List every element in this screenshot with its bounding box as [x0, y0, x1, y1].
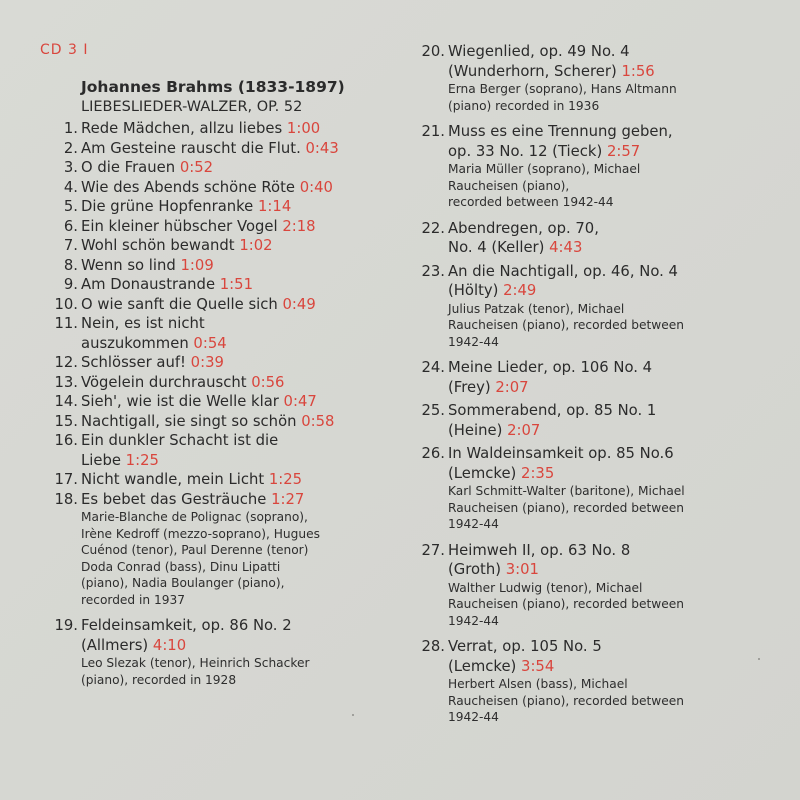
track-title-line [81, 470, 302, 490]
track-row [50, 295, 395, 315]
track-title-line [81, 295, 316, 315]
track-title-block [81, 392, 317, 412]
track-title-block [81, 412, 334, 432]
track-title-continued [81, 636, 292, 656]
track-row [50, 217, 395, 237]
track-title-block [81, 178, 333, 198]
performer-line: Karl Schmitt-Walter (baritone), Michael [448, 484, 685, 498]
track-number: 5. [63, 198, 78, 215]
track-duration: 1:00 [286, 120, 321, 137]
track-row [50, 236, 395, 256]
track-duration: 0:49 [282, 295, 316, 313]
performer-line: Erna Berger (soprano), Hans Altmann [448, 82, 677, 96]
track-title: Ein dunkler Schacht ist die [81, 432, 279, 449]
track-title-continued [448, 464, 674, 484]
track-title-part: (Wunderhorn, Scherer) [448, 62, 622, 80]
track-title-part: (Frey) [448, 378, 496, 396]
track-title-block [81, 217, 316, 237]
performer-line: Raucheisen (piano), recorded between [448, 597, 684, 611]
track-title-line [81, 139, 339, 159]
track-duration: 0:58 [301, 412, 335, 430]
track-title: Am Donaustrande [81, 276, 220, 293]
track-number: 21. [421, 123, 445, 140]
track-number: 20. [421, 43, 445, 60]
performer-line: 1942-44 [448, 710, 499, 724]
track-number: 11. [54, 315, 78, 332]
track-title: Nachtigall, sie singt so schön [81, 412, 302, 430]
track-title-continued [448, 378, 652, 398]
track-row [50, 470, 395, 490]
track-duration: 2:07 [495, 378, 529, 396]
track-title-line [81, 392, 317, 412]
performer-line: Cuénod (tenor), Paul Derenne (tenor) [81, 543, 309, 557]
track-title: Rede Mädchen, allzu liebes [81, 120, 287, 137]
track-duration: 3:01 [505, 561, 539, 578]
track-title-block [81, 314, 227, 353]
performer-credits [448, 301, 790, 351]
track-title-block [81, 616, 292, 655]
track-number: 14. [54, 393, 78, 410]
speck-mark [352, 714, 354, 716]
track-number: 4. [63, 178, 78, 196]
track-row [50, 275, 395, 295]
track-title-block [81, 373, 284, 393]
track-duration: 0:56 [251, 373, 285, 391]
track-row [405, 122, 790, 161]
track-title: Wenn so lind [81, 256, 181, 274]
track-title-continued [448, 657, 602, 677]
track-duration: 0:40 [299, 178, 333, 196]
performer-line: recorded in 1937 [81, 592, 186, 607]
right-track-list [405, 42, 790, 726]
track-title-continued [448, 142, 673, 162]
track-title-block [81, 353, 224, 373]
performer-credits [448, 161, 790, 211]
track-number: 24. [421, 359, 445, 376]
track-title-block [448, 42, 655, 81]
track-title: Nein, es ist nicht [81, 315, 205, 332]
track-title: Wiegenlied, op. 49 No. 4 [448, 43, 630, 60]
track-title-continued [81, 334, 227, 354]
track-title: Meine Lieder, op. 106 No. 4 [448, 359, 653, 376]
track-row [50, 178, 395, 198]
track-title-block [81, 197, 291, 217]
track-title-block [81, 119, 320, 139]
track-title-block [81, 256, 214, 276]
track-duration: 1:27 [271, 490, 305, 508]
track-title-block [448, 637, 602, 676]
track-row [405, 219, 790, 258]
track-row [50, 158, 395, 178]
track-title-part: Liebe [81, 451, 126, 469]
performer-line: Irène Kedroff (mezzo-soprano), Hugues [81, 526, 320, 541]
track-title-line [81, 236, 273, 256]
track-title-block [81, 275, 253, 295]
performer-line: Raucheisen (piano), recorded between [448, 693, 684, 708]
track-row [50, 353, 395, 373]
track-title-line [81, 256, 214, 276]
track-title-block [448, 444, 674, 483]
track-title-continued [448, 238, 599, 258]
track-title-block [448, 541, 630, 580]
performer-line: (piano) recorded in 1936 [448, 98, 600, 113]
track-title: Sieh', wie ist die Welle klar [81, 393, 284, 410]
track-title: Abendregen, op. 70, [448, 219, 599, 237]
track-title-line [81, 373, 284, 393]
spacer [405, 629, 790, 637]
track-title: Verrat, op. 105 No. 5 [448, 638, 602, 655]
track-row [405, 444, 790, 483]
track-title: An die Nachtigall, op. 46, No. 4 [448, 262, 678, 280]
performer-credits [81, 509, 395, 608]
track-number: 9. [63, 276, 78, 293]
work-title: LIEBESLIEDER-WALZER, OP. 52 [81, 99, 303, 115]
track-duration: 1:14 [258, 198, 292, 215]
track-title-block [81, 431, 278, 470]
track-number: 6. [63, 217, 78, 235]
performer-credits [81, 655, 395, 688]
track-row [50, 616, 395, 655]
track-duration: 0:54 [193, 334, 227, 352]
track-title: Heimweh II, op. 63 No. 8 [448, 541, 631, 559]
track-row [405, 541, 790, 580]
track-duration: 2:49 [503, 282, 537, 299]
track-title-part: (Allmers) [81, 636, 153, 654]
track-number: 19. [54, 617, 78, 634]
performer-line: (piano), recorded in 1928 [81, 672, 237, 687]
track-number: 22. [421, 219, 445, 237]
track-title: O die Frauen [81, 159, 180, 176]
track-number: 25. [421, 402, 445, 419]
track-duration: 2:35 [521, 464, 555, 482]
track-duration: 1:51 [219, 276, 253, 293]
track-title: Muss es eine Trennung geben, [448, 123, 673, 140]
track-duration: 1:25 [268, 471, 303, 488]
performer-line: Julius Patzak (tenor), Michael [448, 301, 625, 316]
right-column [405, 42, 790, 726]
track-title: Wie des Abends schöne Röte [81, 178, 300, 196]
track-row [50, 139, 395, 159]
track-title-block [81, 158, 213, 178]
composer-heading: Johannes Brahms (1833-1897) [81, 78, 345, 96]
performer-credits [448, 676, 790, 726]
track-title: Feldeinsamkeit, op. 86 No. 2 [81, 617, 292, 634]
track-title-part: (Lemcke) [448, 464, 522, 482]
performer-line: Doda Conrad (bass), Dinu Lipatti [81, 559, 281, 574]
track-number: 18. [54, 490, 78, 508]
track-title-line [81, 275, 253, 295]
performer-line: Herbert Alsen (bass), Michael [448, 677, 628, 691]
track-row [50, 431, 395, 470]
track-row [50, 373, 395, 393]
track-title-block [81, 470, 302, 490]
track-title-part: (Lemcke) [448, 657, 522, 675]
track-title-part: (Hölty) [448, 282, 504, 299]
track-title-continued [81, 451, 278, 471]
track-title: Sommerabend, op. 85 No. 1 [448, 402, 657, 419]
spacer [405, 211, 790, 219]
track-title: Nicht wandle, mein Licht [81, 471, 269, 488]
track-title: Die grüne Hopfenranke [81, 198, 258, 215]
disc-label: CD 3 I [40, 42, 89, 58]
left-track-list [50, 119, 395, 688]
performer-line: Walther Ludwig (tenor), Michael [448, 580, 643, 595]
performer-line: Raucheisen (piano), [448, 178, 570, 193]
track-number: 7. [63, 237, 78, 254]
track-number: 15. [54, 412, 78, 430]
track-title-part: op. 33 No. 12 (Tieck) [448, 142, 607, 160]
track-duration: 0:47 [283, 393, 317, 410]
performer-line: 1942-44 [448, 613, 499, 628]
track-title-block [81, 139, 339, 159]
track-duration: 0:39 [190, 354, 224, 371]
performer-line: Maria Müller (soprano), Michael [448, 162, 641, 176]
track-title: Vögelein durchrauscht [81, 373, 252, 391]
performer-credits [448, 483, 790, 533]
speck-mark [758, 658, 760, 660]
track-duration: 4:43 [549, 239, 583, 256]
track-title-line [81, 353, 224, 373]
track-row [405, 637, 790, 676]
track-title: Schlösser auf! [81, 354, 191, 371]
track-duration: 1:56 [621, 62, 655, 80]
track-row [405, 262, 790, 301]
track-row [50, 490, 395, 510]
track-row [50, 119, 395, 139]
track-title-continued [448, 421, 656, 441]
track-title-block [448, 262, 678, 301]
track-row [405, 358, 790, 397]
track-duration: 3:54 [521, 657, 555, 675]
track-title: Wohl schön bewandt [81, 237, 240, 254]
track-title-line [81, 119, 320, 139]
spacer [405, 114, 790, 122]
spacer [50, 608, 395, 616]
track-title-line [81, 158, 213, 178]
track-number: 12. [54, 354, 78, 371]
track-number: 8. [63, 256, 78, 274]
performer-line: 1942-44 [448, 334, 499, 349]
performer-line: (piano), Nadia Boulanger (piano), [81, 576, 285, 590]
track-title-part: auszukommen [81, 334, 194, 352]
track-number: 17. [54, 471, 78, 488]
track-title-block [448, 122, 673, 161]
track-title: In Waldeinsamkeit op. 85 No.6 [448, 445, 674, 462]
spacer [405, 533, 790, 541]
track-number: 16. [54, 432, 78, 449]
track-title-block [81, 295, 316, 315]
spacer [405, 350, 790, 358]
performer-line: 1942-44 [448, 517, 499, 531]
track-row [405, 42, 790, 81]
track-duration: 0:43 [305, 139, 339, 157]
track-title-line [81, 490, 304, 510]
track-title-block [448, 401, 656, 440]
track-number: 1. [63, 120, 78, 137]
track-row [50, 412, 395, 432]
track-row [50, 197, 395, 217]
track-duration: 2:57 [606, 142, 641, 160]
track-title-block [81, 490, 304, 510]
track-row [50, 314, 395, 353]
performer-credits [448, 81, 790, 114]
track-number: 10. [54, 295, 78, 313]
track-row [50, 392, 395, 412]
track-title-line [81, 217, 316, 237]
track-number: 26. [421, 445, 445, 462]
track-duration: 0:52 [179, 159, 214, 176]
track-title-line [81, 412, 334, 432]
track-duration: 4:10 [152, 636, 187, 654]
track-title-continued [448, 560, 630, 580]
track-title: Ein kleiner hübscher Vogel [81, 217, 283, 235]
track-number: 23. [421, 262, 445, 280]
performer-line: Leo Slezak (tenor), Heinrich Schacker [81, 656, 310, 670]
track-title-line [81, 178, 333, 198]
track-duration: 1:09 [180, 256, 214, 274]
left-column [50, 77, 395, 688]
performer-line: recorded between 1942-44 [448, 195, 614, 209]
track-number: 28. [421, 638, 445, 655]
track-title-part: (Groth) [448, 561, 506, 578]
track-duration: 2:18 [282, 217, 316, 235]
track-duration: 1:25 [125, 451, 159, 469]
track-title-part: (Heine) [448, 421, 508, 439]
performer-line: Marie-Blanche de Polignac (soprano), [81, 510, 308, 524]
track-title-block [448, 219, 599, 258]
track-title-line [81, 197, 291, 217]
track-title-block [448, 358, 652, 397]
track-title: O wie sanft die Quelle sich [81, 295, 283, 313]
track-row [405, 401, 790, 440]
track-title-continued [448, 281, 678, 301]
track-title-continued [448, 62, 655, 82]
track-duration: 1:02 [239, 237, 273, 254]
track-number: 27. [421, 541, 445, 559]
performer-line: Raucheisen (piano), recorded between [448, 318, 684, 332]
track-title: Es bebet das Gesträuche [81, 490, 272, 508]
track-title-part: No. 4 (Keller) [448, 239, 550, 256]
track-row [50, 256, 395, 276]
track-number: 13. [54, 373, 78, 391]
track-number: 2. [63, 139, 78, 157]
track-duration: 2:07 [507, 421, 541, 439]
performer-credits [448, 580, 790, 630]
performer-line: Raucheisen (piano), recorded between [448, 500, 684, 515]
track-title: Am Gesteine rauscht die Flut. [81, 139, 306, 157]
track-title-block [81, 236, 273, 256]
track-number: 3. [63, 159, 78, 176]
